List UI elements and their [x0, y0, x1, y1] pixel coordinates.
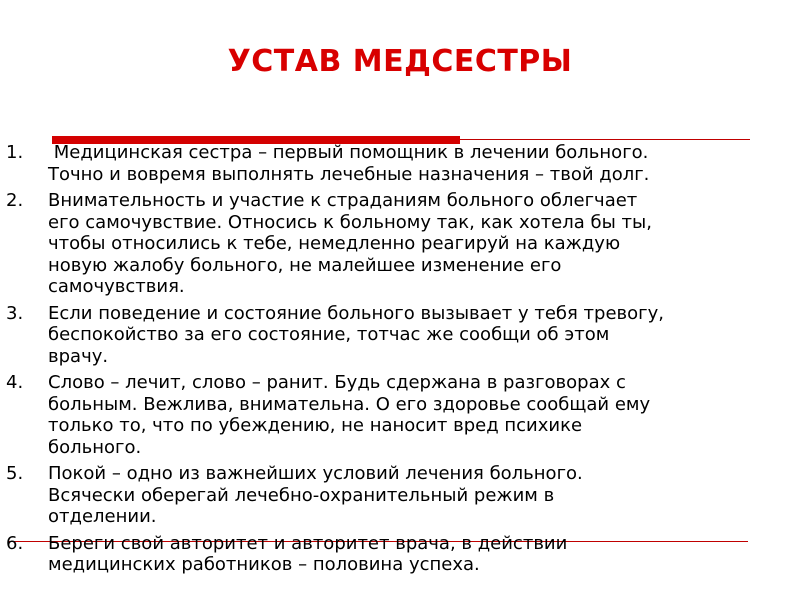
- item-line: медицинских работников – половина успеха.: [48, 554, 480, 575]
- title-underline-thin: [460, 139, 750, 140]
- item-number: 4.: [6, 372, 24, 393]
- item-line: Всячески оберегай лечебно-охранительный режим в: [48, 484, 555, 506]
- item-line: Точно и вовремя выполнять лечебные назначения – твой долг.: [48, 163, 650, 185]
- item-line: его самочувствие. Относись к больному так, как хотела бы ты,: [48, 211, 652, 233]
- item-line: самочувствия.: [48, 276, 185, 297]
- item-line: новую жалобу больного, не малейшее изменение его: [48, 254, 562, 276]
- list-item-3: [6, 303, 796, 368]
- item-line: больного.: [48, 436, 142, 458]
- item-line: врачу.: [48, 345, 109, 367]
- slide-title: УСТАВ МЕДСЕСТРЫ: [227, 44, 573, 79]
- item-number: 3.: [6, 302, 24, 324]
- item-line: Внимательность и участие к страданиям больного облегчает: [48, 190, 638, 211]
- list-item-1: [6, 142, 796, 185]
- item-line: больным. Вежлива, внимательна. О его здоровье сообщай ему: [48, 393, 651, 415]
- list-item-5: [6, 463, 796, 528]
- item-number: 2.: [6, 190, 24, 211]
- item-line: отделении.: [48, 506, 157, 527]
- item-line: беспокойство за его состояние, тотчас же сообщи об этом: [48, 324, 610, 345]
- item-line: Береги свой авторитет и авторитет врача, в действии: [48, 532, 568, 554]
- list-item-6: [6, 533, 796, 576]
- item-line: Слово – лечит, слово – ранит. Будь сдержана в разговорах с: [48, 372, 626, 393]
- item-line: Если поведение и состояние больного вызывает у тебя тревогу,: [48, 302, 664, 324]
- item-number: 6.: [6, 532, 24, 554]
- item-line: Медицинская сестра – первый помощник в лечении больного.: [48, 142, 649, 163]
- list-item-2: [6, 190, 796, 298]
- item-line: чтобы относились к тебе, немедленно реагируй на каждую: [48, 233, 621, 254]
- item-line: только то, что по убеждению, не наносит вред психике: [48, 415, 583, 436]
- item-line: Покой – одно из важнейших условий лечения больного.: [48, 463, 583, 484]
- item-number: 1.: [6, 142, 24, 163]
- rules-list: [6, 142, 796, 581]
- list-item-4: [6, 372, 796, 458]
- item-number: 5.: [6, 463, 24, 484]
